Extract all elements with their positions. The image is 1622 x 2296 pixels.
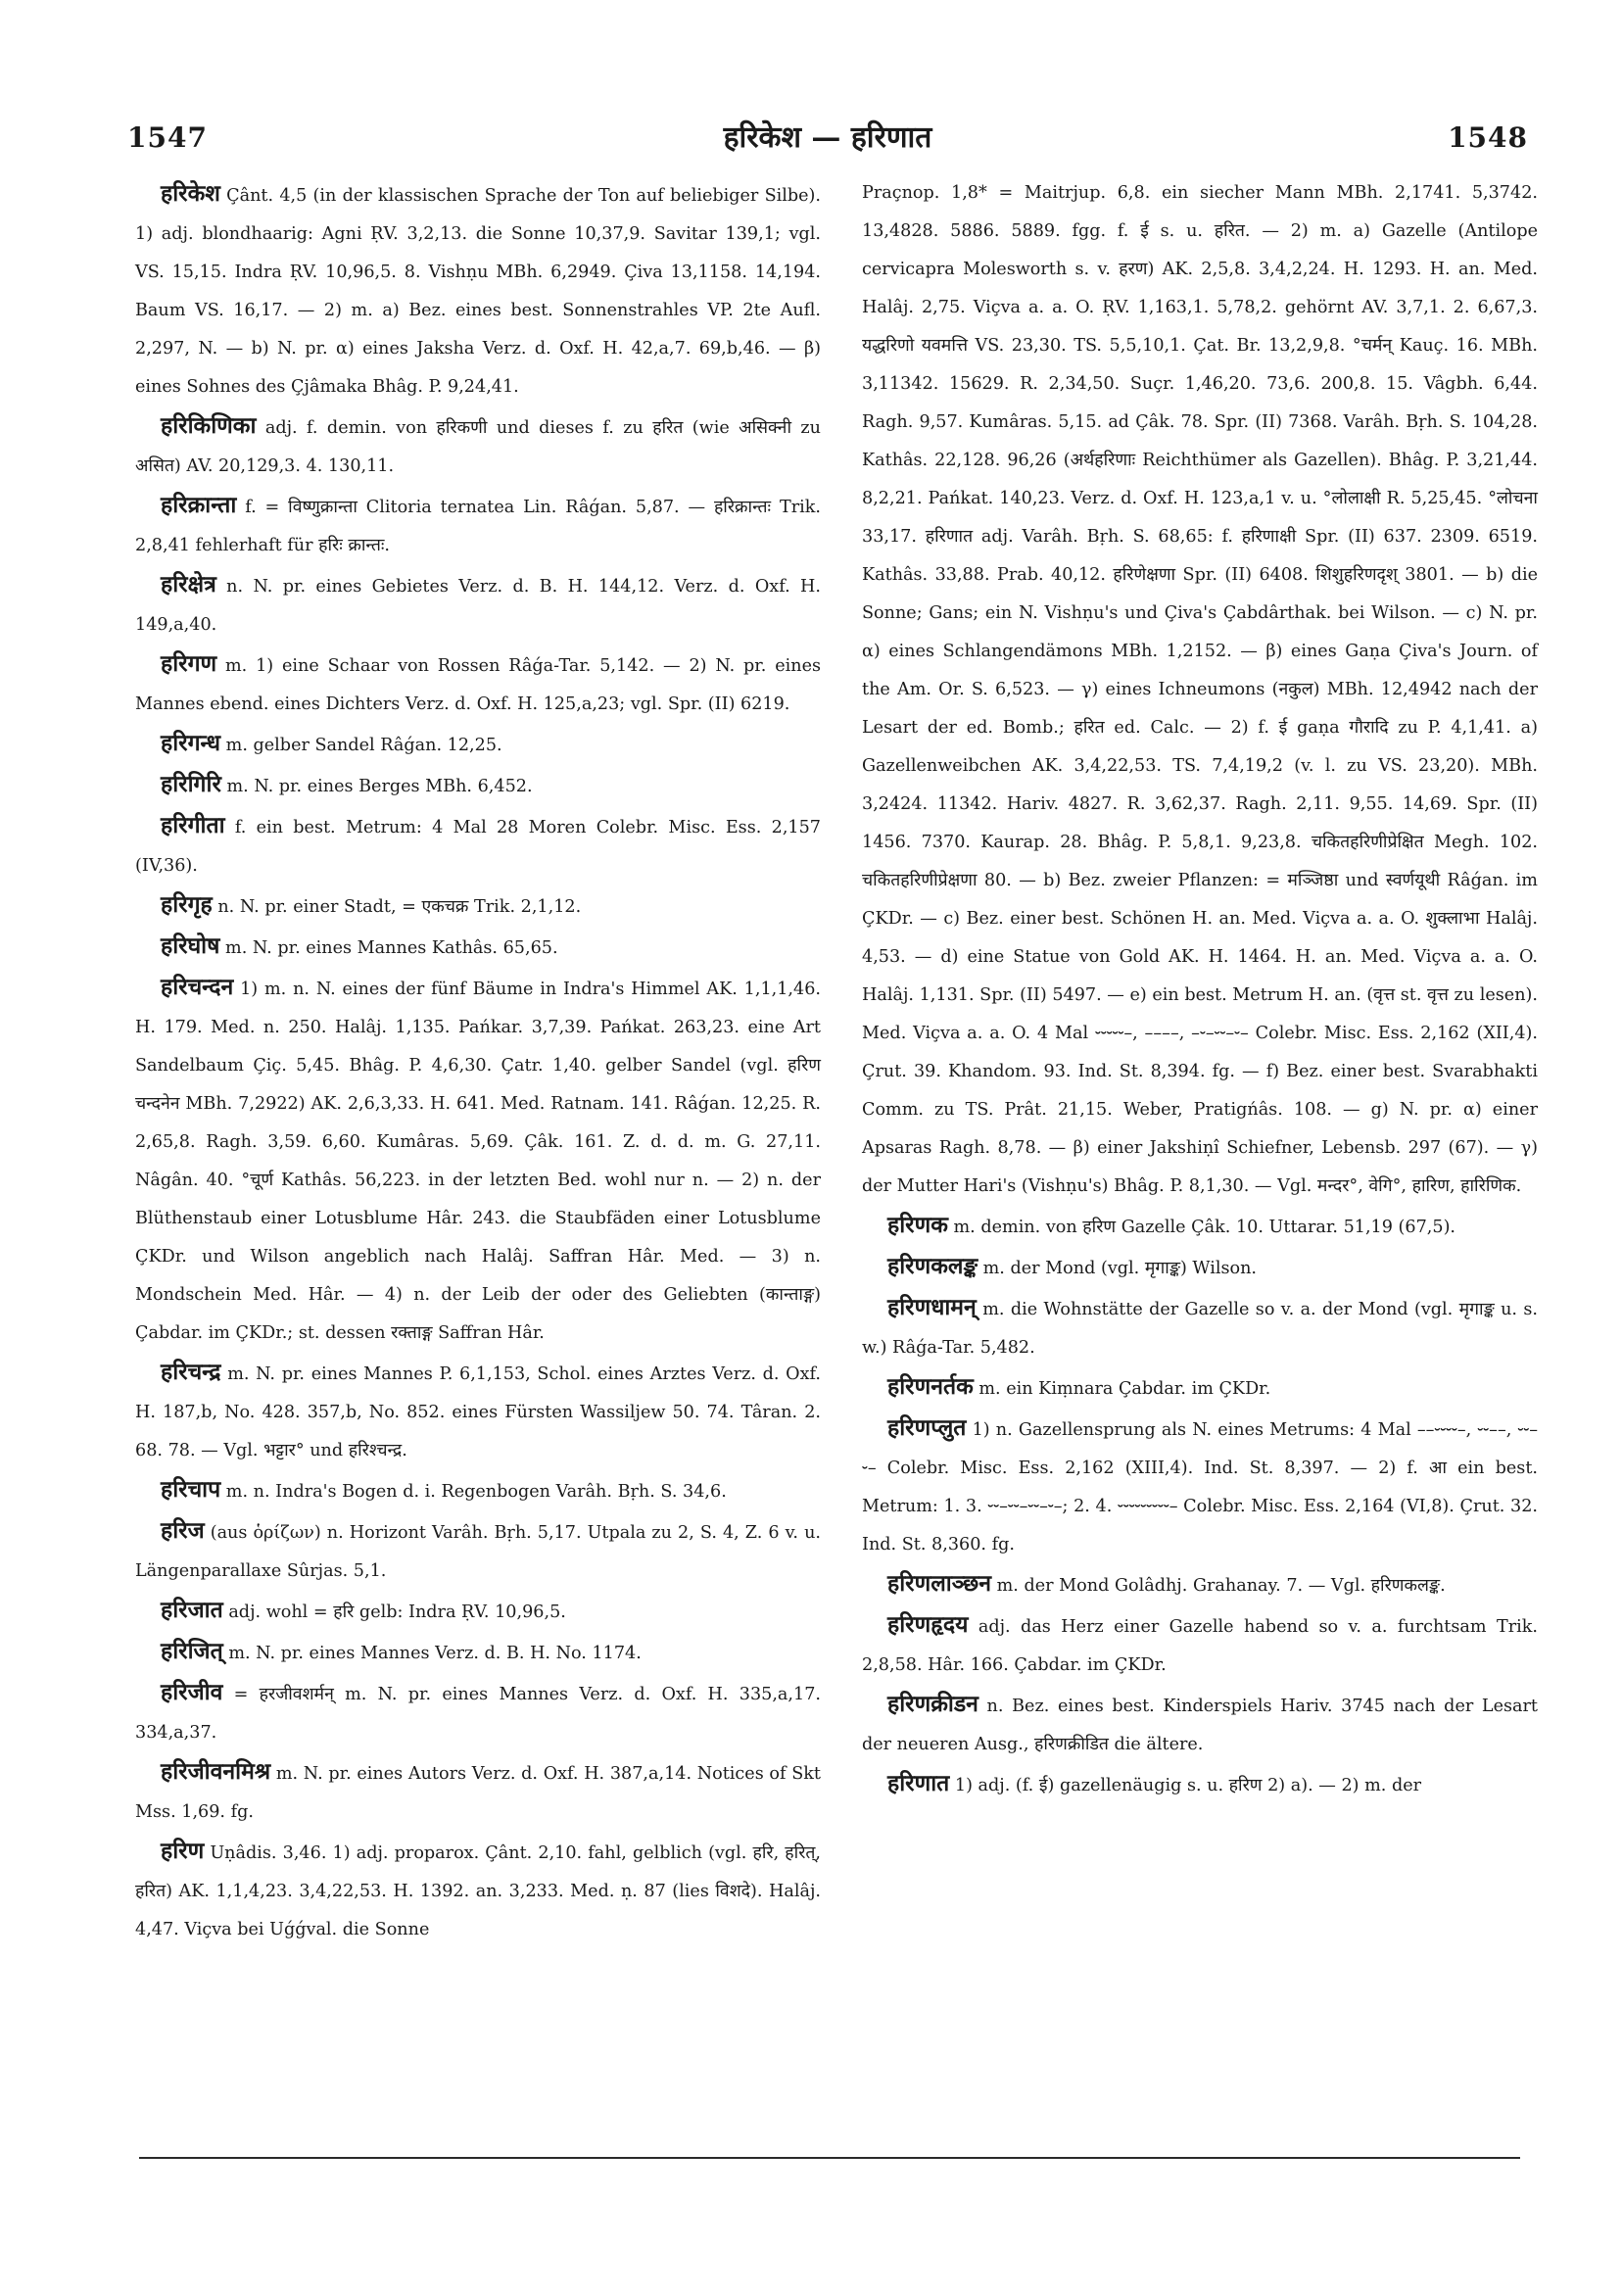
dictionary-entry [862,1206,1538,1247]
entry-headword: हरिणक्रीडन [887,1691,978,1717]
dictionary-entry [135,407,821,486]
entry-text: m. die Wohnstätte der Gazelle so v. a. der Mond (vgl. मृगाङ्क u. s. w.) Râǵa-Tar. 5,482. [862,1300,1539,1358]
entry-text: (aus ὁρίζων) n. Horizont Varâh. Bṛh. 5,17. Utpala zu 2, S. 4, Z. 6 v. u. Längenparallaxe Sûrjas. 5,1. [135,1523,821,1581]
entry-text: Praçnop. 1,8* = Maitrjup. 6,8. ein siecher Mann MBh. 2,1741. 5,3742. 13,4828. 5886. 5889. fgg. f. ई s. u. हरित. — 2) m. a) Gazelle (Antilope cervicapra Molesworth s. v. हरण) AK. 2,5,8. 3,4,2,24. H. 1293. H. an. Med. Halâj. 2,75. Viçva a. a. O. ṚV. 1,163,1. 5,78,2. gehörnt AV. 3,7,1. 2. 6,67,3. यद्धरिणो यवमत्ति VS. 23,30. TS. 5,5,10,1. Çat. Br. 13,2,9,8. °चर्मन् Kauç. 16. MBh. 3,11342. 15629. R. 2,34,50. Suçr. 1,46,20. 73,6. 200,8. 15. Vâgbh. 6,44. Ragh. 9,57. Kumâras. 5,15. ad Çâk. 78. Spr. (II) 7368. Varâh. Bṛh. S. 104,28. Kathâs. 22,128. 96,26 (अर्थहरिणाः Reichthümer als Gazellen). Bhâg. P. 3,21,44. 8,2,21. Pańkat. 140,23. Verz. d. Oxf. H. 123,a,1 v. u. °लोलाक्षी R. 5,25,45. °लोचना 33,17. हरिणात adj. Varâh. Bṛh. S. 68,65: f. हरिणाक्षी Spr. (II) 637. 2309. 6519. Kathâs. 33,88. Prab. 40,12. हरिणेक्षणा Spr. (II) 6408. शिशुहरिणदृश् 3801. — b) die Sonne; Gans; ein N. Vishṇu's und Çiva's Çabdârthak. bei Wilson. — c) N. pr. α) eines Schlangendämons MBh. 1,2152. — β) eines Gaṇa Çiva's Journ. of the Am. Or. S. 6,523. — γ) eines Ichneumons (नकुल) MBh. 12,4942 nach der Lesart der ed. Bomb.; हरित ed. Calc. — 2) f. ई gaṇa गौरादि zu P. 4,1,41. a) Gazellenweibchen AK. 3,4,22,53. TS. 7,4,19,2 (v. l. zu VS. 23,20). MBh. 3,2424. 11342. Hariv. 4827. R. 3,62,37. Ragh. 2,11. 9,55. 14,69. Spr. (II) 1456. 7370. Kaurap. 28. Bhâg. P. 5,8,1. 9,23,8. चकितहरिणीप्रेक्षित Megh. 102. चकितहरिणीप्रेक्षणा 80. — b) Bez. zweier Pflanzen: = मञ्जिष्ठा und स्वर्णयूथी Râǵan. im ÇKDr. — c) Bez. einer best. Schönen H. an. Med. Viçva a. a. O. शुक्लाभा Halâj. 4,53. — d) eine Statue von Gold AK. H. 1464. H. an. Med. Viçva a. a. O. Halâj. 1,131. Spr. (II) 5497. — e) ein best. Metrum H. an. (वृत्त st. वृत्त zu lesen). Med. Viçva a. a. O. 4 Mal ⏑⏑⏑⏑⏑–, ––––, –⏑–⏑⏑–⏑– Colebr. Misc. Ess. 2,162 (XII,4). Çrut. 39. Khandom. 93. Ind. St. 8,394. fg. — f) Bez. einer best. Svarabhakti Comm. zu TS. Prât. 21,15. Weber, Pratigńâs. 108. — g) N. pr. α) einer Apsaras Ragh. 8,78. — β) einer Jakshiṇî Schiefner, Lebensb. 297 (67). — γ) der Mutter Hari's (Vishṇu's) Bhâg. P. 8,1,30. — Vgl. मन्दर°, वेगि°, हारिण, हारिणिक. [862,183,1538,1196]
entry-headword: हरिणहृदय [887,1611,969,1638]
dictionary-entry [135,1832,821,1949]
entry-headword: हरिणलाञ्छन [887,1570,992,1597]
running-head: हरिकेश — हरिणात [723,120,932,155]
entry-headword: हरिक्षेत्र [161,571,216,598]
entry-text: = हरजीवशर्मन् m. N. pr. eines Mannes Verz. d. Oxf. H. 335,a,17. 334,a,37. [135,1685,821,1743]
entry-headword: हरिगन्ध [161,730,221,756]
entry-headword: हरिगण [161,650,217,677]
entry-text: m. N. pr. eines Berges MBh. 6,452. [226,777,533,796]
entry-text: m. n. Indra's Bogen d. i. Regenbogen Varâh. Bṛh. S. 34,6. [225,1482,727,1502]
dictionary-entry [135,885,821,927]
entry-headword: हरिचन्द्र [161,1359,221,1385]
dictionary-entry [135,174,821,407]
dictionary-entry [135,645,821,724]
dictionary-entry [862,1605,1538,1685]
entry-headword: हरिगिरि [161,771,221,797]
entry-headword: हरिणक [887,1212,948,1238]
entry-headword: हरिकिणिका [161,412,257,439]
dictionary-entry [862,1409,1538,1564]
page-header [127,116,1528,165]
entry-text: Uṇâdis. 3,46. 1) adj. proparox. Çânt. 2,10. fahl, gelblich (vgl. हरि, हरित्, हरित) AK. 1,1,4,23. 3,4,22,53. H. 1392. an. 3,233. Med. ṇ. 87 (lies विशदे). Halâj. 4,47. Viçva bei Uǵǵval. die Sonne [135,1843,822,1939]
entry-text: m. N. pr. eines Mannes Kathâs. 65,65. [225,938,558,958]
dictionary-entry [862,1564,1538,1605]
dictionary-entry [862,1288,1538,1367]
dictionary-entry [135,927,821,968]
entry-headword: हरिगृह [161,891,213,918]
dictionary-entry [135,1470,821,1511]
entry-text: m. N. pr. eines Mannes P. 6,1,153, Schol. eines Arztes Verz. d. Oxf. H. 187,b, No. 428. 357,b, No. 852. eines Fürsten Wassiljew 50. 74. Târan. 2. 68. 78. — Vgl. भट्टार° und हरिश्चन्द्र. [135,1364,821,1460]
entry-text: adj. f. demin. von हरिकणी und dieses f. zu हरित (wie असिक्नी zu असित) AV. 20,129,3. 4. 130,11. [135,418,822,476]
entry-text: n. Bez. eines best. Kinderspiels Hariv. 3745 nach der Lesart der neueren Ausg., हरिणक्रीडित die ältere. [862,1697,1538,1754]
entry-headword: हरिचाप [161,1476,221,1503]
entry-headword: हरिघोष [161,933,220,959]
dictionary-entry [135,724,821,765]
entry-headword: हरिचन्दन [161,974,234,1000]
entry-headword: हरिणप्लुत [887,1414,967,1441]
entry-headword: हरिकेश [161,180,220,207]
dictionary-entry [862,174,1538,1206]
entry-headword: हरिजित् [161,1638,223,1664]
entry-headword: हरिणात [887,1770,950,1796]
dictionary-entry [135,1673,821,1752]
dictionary-entry [135,806,821,885]
dictionary-entry [862,1367,1538,1409]
dictionary-entry [135,968,821,1353]
dictionary-entry [135,1752,821,1832]
entry-text: adj. wohl = हरि gelb: Indra ṚV. 10,96,5. [228,1602,566,1622]
page-number-right: 1548 [1448,121,1528,154]
entry-text: m. demin. von हरिण Gazelle Çâk. 10. Uttarar. 51,19 (67,5). [953,1218,1456,1237]
entry-headword: हरिजीवनमिश्र [161,1758,271,1785]
dictionary-entry [862,1764,1538,1805]
right-column [862,174,1538,1805]
entry-text: Çânt. 4,5 (in der klassischen Sprache der Ton auf beliebiger Silbe). 1) adj. blondhaarig: Agni ṚV. 3,2,13. die Sonne 10,37,9. Savitar 139,1; vgl. VS. 15,15. Indra ṚV. 10,96,5. 8. Vishṇu MBh. 6,2949. Çiva 13,1158. 14,194. Baum VS. 16,17. — 2) m. a) Bez. eines best. Sonnenstrahles VP. 2te Aufl. 2,297, N. — b) N. pr. α) eines Jaksha Verz. d. Oxf. H. 42,a,7. 69,b,46. — β) eines Sohnes des Çjâmaka Bhâg. P. 9,24,41. [135,186,822,397]
entry-text: n. N. pr. eines Gebietes Verz. d. B. H. 144,12. Verz. d. Oxf. H. 149,a,40. [135,577,821,635]
entry-text: 1) adj. (f. ई) gazellenäugig s. u. हरिण 2) a). — 2) m. der [954,1776,1422,1795]
entry-text: adj. das Herz einer Gazelle habend so v. a. furchtsam Trik. 2,8,58. Hâr. 166. Çabdar. im ÇKDr. [862,1617,1539,1675]
dictionary-entry [135,765,821,806]
left-column [135,174,821,1949]
entry-text: m. der Mond (vgl. मृगाङ्क) Wilson. [982,1259,1257,1278]
entry-headword: हरिजात [161,1597,223,1623]
entry-text: f. ein best. Metrum: 4 Mal 28 Moren Colebr. Misc. Ess. 2,157 (IV,36). [135,818,821,876]
entry-text: m. N. pr. eines Mannes Verz. d. B. H. No. 1174. [228,1644,642,1663]
entry-text: n. N. pr. einer Stadt, = एकचक्र Trik. 2,1,12. [217,897,582,917]
entry-text: m. 1) eine Schaar von Rossen Râǵa-Tar. 5,142. — 2) N. pr. eines Mannes ebend. eines Dichters Verz. d. Oxf. H. 125,a,23; vgl. Spr. (II) 6219. [135,656,822,714]
dictionary-entry [862,1247,1538,1288]
dictionary-entry [135,1353,821,1470]
entry-text: m. ein Kiṃnara Çabdar. im ÇKDr. [978,1379,1271,1399]
entry-text: m. gelber Sandel Râǵan. 12,25. [225,736,502,755]
entry-headword: हरिणनर्तक [887,1373,974,1400]
footer-rule [139,2157,1520,2159]
dictionary-entry [135,1591,821,1632]
entry-headword: हरिजीव [161,1679,223,1705]
entry-headword: हरिणधामन् [887,1294,977,1320]
entry-text: m. der Mond Golâdhj. Grahanay. 7. — Vgl. हरिणकलङ्क. [996,1576,1446,1596]
dictionary-entry [135,1511,821,1591]
entry-text: 1) m. n. N. eines der fünf Bäume in Indra's Himmel AK. 1,1,1,46. H. 179. Med. n. 250. Halâj. 1,135. Pańkar. 3,7,39. Pańkat. 263,23. eine Art Sandelbaum Çiç. 5,45. Bhâg. P. 4,6,30. Çatr. 1,40. gelber Sandel (vgl. हरिण चन्दनेन MBh. 7,2922) AK. 2,6,3,33. H. 641. Med. Ratnam. 141. Râǵan. 12,25. R. 2,65,8. Ragh. 3,59. 6,60. Kumâras. 5,69. Çâk. 161. Z. d. d. m. G. 27,11. Nâgân. 40. °चूर्ण Kathâs. 56,223. in der letzten Bed. wohl nur n. — 2) n. der Blüthenstaub einer Lotusblume Hâr. 243. die Staubfäden einer Lotusblume ÇKDr. und Wilson angeblich nach Halâj. Saffran Hâr. Med. — 3) n. Mondschein Med. Hâr. — 4) n. der Leib der oder des Geliebten (कान्ताङ्ग) Çabdar. im ÇKDr.; st. dessen रक्ताङ्ग Saffran Hâr. [135,980,821,1343]
page-number-left: 1547 [127,121,208,154]
dictionary-entry [862,1685,1538,1764]
entry-text: f. = विष्णुक्रान्ता Clitoria ternatea Lin. Râǵan. 5,87. — हरिक्रान्तः Trik. 2,8,41 fehlerhaft für हरिः क्रान्तः. [135,498,821,555]
entry-text: m. N. pr. eines Autors Verz. d. Oxf. H. 387,a,14. Notices of Skt Mss. 1,69. fg. [135,1764,821,1822]
dictionary-entry [135,486,821,565]
entry-headword: हरिण [161,1838,205,1864]
entry-headword: हरिज [161,1517,205,1544]
dictionary-entry [135,565,821,645]
entry-headword: हरिणकलङ्क [887,1253,978,1279]
dictionary-entry [135,1632,821,1673]
entry-headword: हरिक्रान्ता [161,492,237,518]
entry-headword: हरिगीता [161,812,225,838]
entry-text: 1) n. Gazellensprung als N. eines Metrums: 4 Mal ––⏑⏑⏑⏑–, ⏑⏑––, ⏑⏑–⏑– Colebr. Misc. Ess. 2,162 (XIII,4). Ind. St. 8,397. — 2) f. आ ein best. Metrum: 1. 3. ⏑⏑–⏑⏑–⏑⏑–⏑–; 2. 4. ⏑⏑⏑⏑⏑⏑⏑⏑⏑– Colebr. Misc. Ess. 2,164 (VI,8). Çrut. 32. Ind. St. 8,360. fg. [862,1420,1539,1555]
